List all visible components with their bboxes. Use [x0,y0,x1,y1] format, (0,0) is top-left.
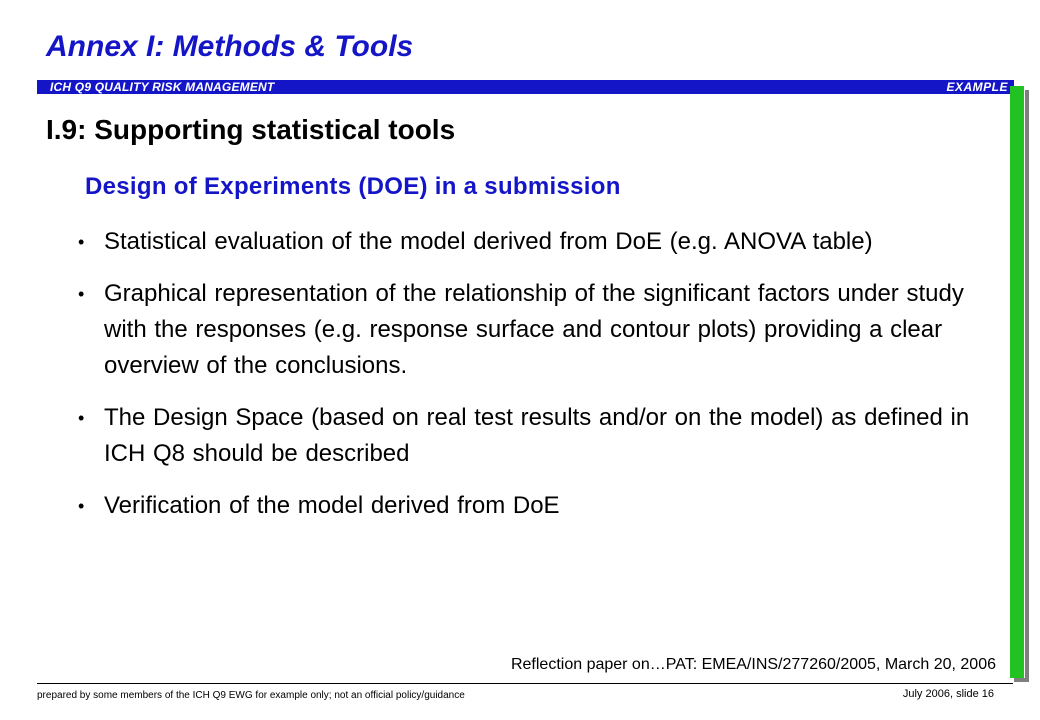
bullet-item [72,276,992,384]
header-banner [37,80,1014,94]
footer-slide-info: July 2006, slide 16 [902,688,994,700]
subheading: Design of Experiments (DOE) in a submission [85,173,621,200]
section-title: I.9: Supporting statistical tools [46,114,456,145]
footer-divider [37,683,1013,684]
banner-right-label: EXAMPLE [946,80,1008,94]
footer-disclaimer: prepared by some members of the ICH Q9 EWG for example only; not an official policy/guidance [37,690,465,701]
bullet-icon: • [78,284,85,304]
bullet-item [72,224,992,260]
bullet-text: The Design Space (based on real test results and/or on the model) as defined in ICH Q8 should be described [104,404,970,467]
bullet-item [72,488,992,524]
bullet-icon: • [78,496,85,516]
bullet-text: Verification of the model derived from DoE [104,492,560,519]
bullet-icon: • [78,232,85,252]
reference-citation: Reflection paper on…PAT: EMEA/INS/277260/2005, March 20, 2006 [510,656,996,673]
bullet-list [72,224,992,540]
bullet-icon: • [78,408,85,428]
banner-left-label: ICH Q9 QUALITY RISK MANAGEMENT [50,80,275,94]
annex-title: Annex I: Methods & Tools [46,30,414,63]
bullet-text: Graphical representation of the relationship of the significant factors under study with the responses (e.g. response surface and contour plots) providing a clear overview of the conclusions. [104,280,964,379]
bullet-item [72,400,992,472]
bullet-text: Statistical evaluation of the model derived from DoE (e.g. ANOVA table) [104,228,873,255]
accent-bar [1010,86,1025,678]
